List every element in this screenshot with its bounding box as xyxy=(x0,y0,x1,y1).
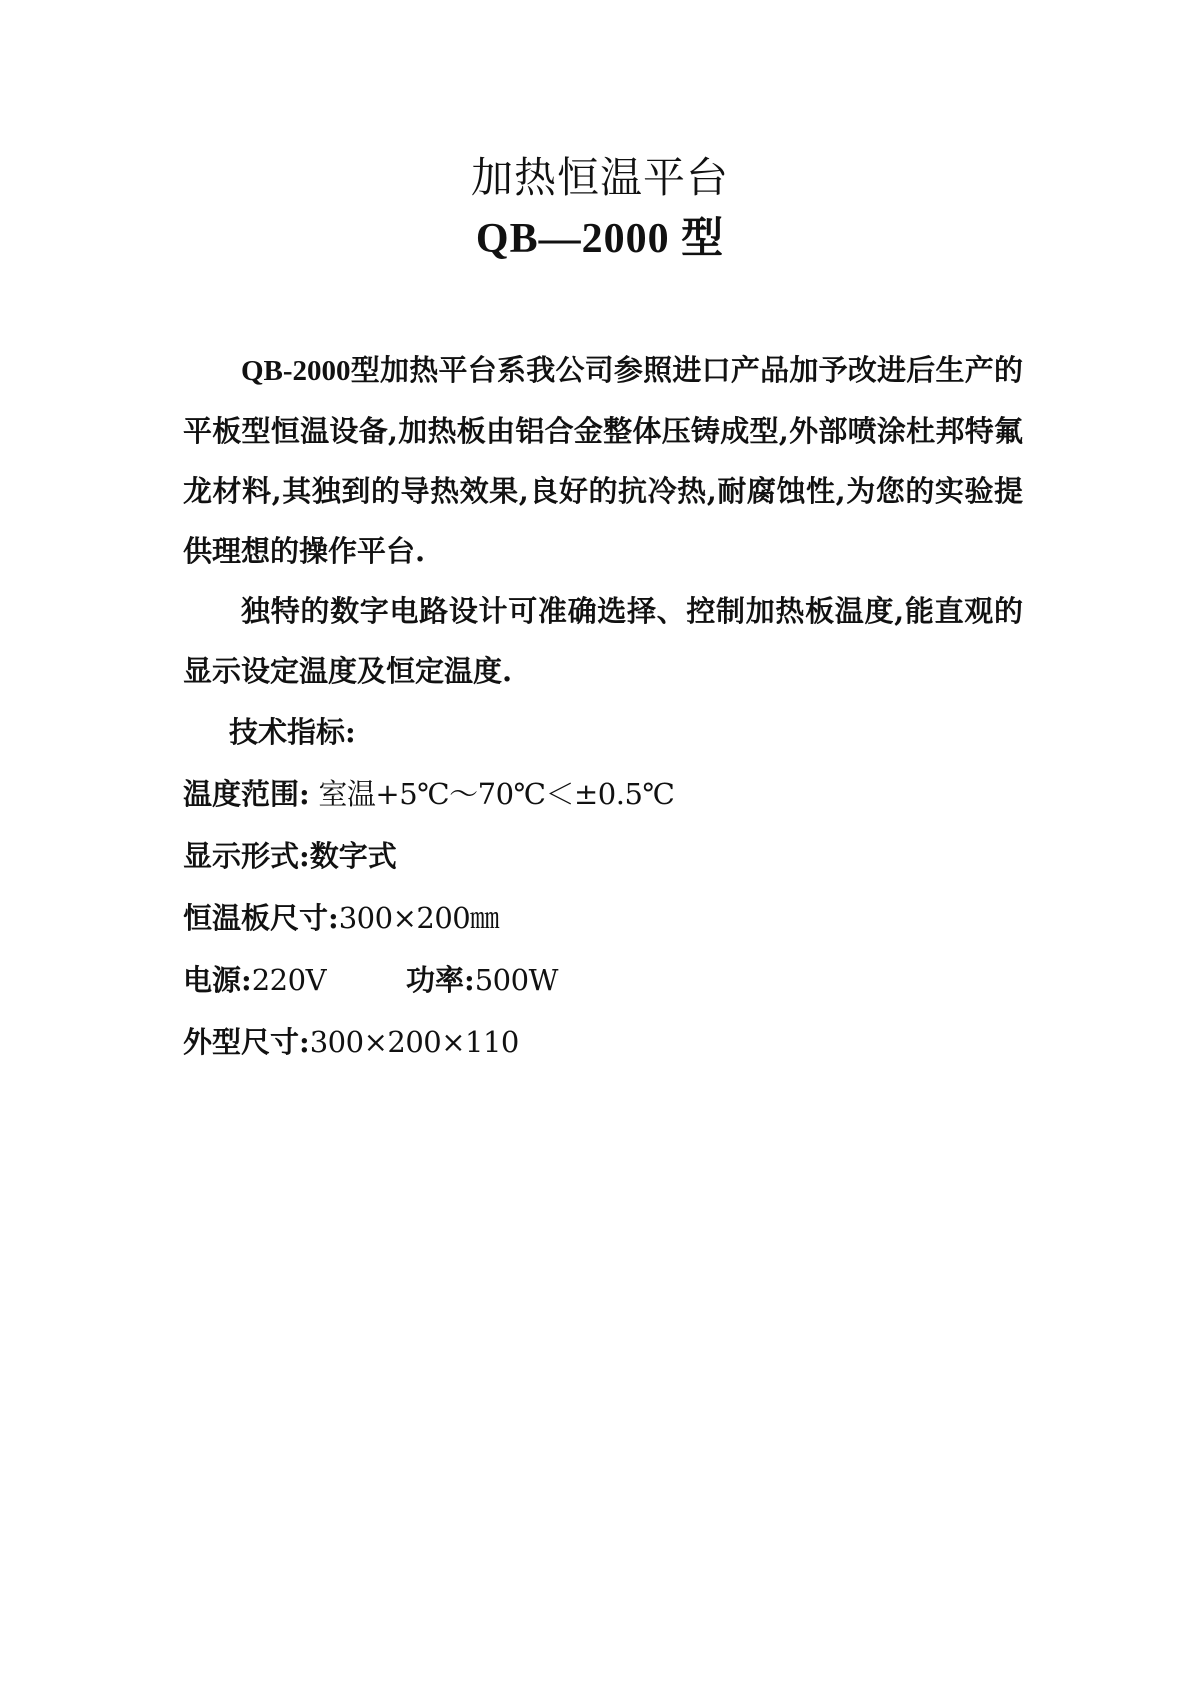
circuit-paragraph-text: 独特的数字电路设计可准确选择、控制加热板温度,能直观的显示设定温度及恒定温度. xyxy=(183,594,1023,688)
intro-paragraph-lead: QB-2000 xyxy=(241,355,351,387)
spec-plate-size xyxy=(183,887,1023,949)
spec-power-supply-key: 电源: xyxy=(183,963,252,997)
body-text xyxy=(183,340,1023,1073)
spec-display-value: 数字式 xyxy=(309,839,397,873)
spec-power-value: 500W xyxy=(474,963,558,997)
document-title: 加热恒温平台 xyxy=(470,153,729,202)
spec-outer-size xyxy=(183,1011,1023,1073)
spec-temperature-range xyxy=(183,763,1023,825)
spec-display xyxy=(183,825,1023,887)
intro-paragraph xyxy=(183,340,1023,581)
spec-temperature-range-value: 室温+5℃～70℃＜±0.5℃ xyxy=(309,777,675,811)
spec-outer-size-key: 外型尺寸: xyxy=(183,1025,310,1059)
spec-plate-size-key: 恒温板尺寸: xyxy=(183,901,339,935)
spec-outer-size-value: 300×200×110 xyxy=(309,1025,519,1059)
spec-power xyxy=(183,949,1023,1011)
spec-heading: 技术指标: xyxy=(229,715,356,749)
spec-power-key: 功率: xyxy=(406,963,475,997)
spec-plate-size-value: 300×200㎜ xyxy=(338,901,499,935)
intro-paragraph-text: 型加热平台系我公司参照进口产品加予改进后生产的平板型恒温设备,加热板由铝合金整体压铸成型,外部喷涂杜邦特氟龙材料,其独到的导热效果,良好的抗冷热,耐腐蚀性,为您的实验提供理想的操作平台. xyxy=(183,353,1023,568)
spec-temperature-range-key: 温度范围: xyxy=(183,777,310,811)
circuit-paragraph xyxy=(183,581,1023,701)
model-number: QB—2000 型 xyxy=(475,216,725,262)
spec-display-key: 显示形式: xyxy=(183,839,310,873)
title-block xyxy=(0,148,1200,270)
spec-power-supply-value: 220V xyxy=(251,963,327,997)
